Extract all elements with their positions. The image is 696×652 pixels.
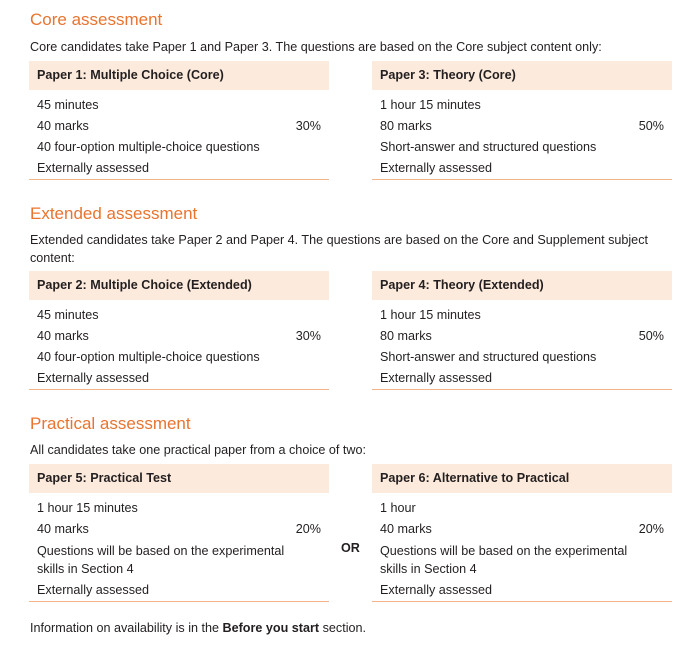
paper-marks-row — [29, 326, 329, 347]
paper-header: Paper 6: Alternative to Practical — [372, 464, 672, 493]
paper-marks: 80 marks — [380, 119, 432, 133]
section-title-practical: Practical assessment — [30, 414, 191, 433]
paper-format-line2: skills in Section 4 — [380, 562, 477, 576]
paper-format-line2: skills in Section 4 — [37, 562, 134, 576]
paper-marks-row — [29, 519, 329, 540]
paper-card-4 — [372, 271, 672, 390]
paper-format: Short-answer and structured questions — [380, 140, 597, 154]
footer-link-text: Before you start — [222, 621, 320, 635]
paper-assessed: Externally assessed — [380, 161, 492, 175]
paper-card-3 — [372, 61, 672, 180]
paper-format: 40 four-option multiple-choice questions — [37, 350, 260, 364]
paper-format — [372, 540, 672, 580]
paper-duration: 1 hour 15 minutes — [380, 98, 481, 112]
footer-text-before: Information on availability is in the — [30, 621, 223, 635]
paper-marks: 40 marks — [37, 329, 89, 343]
paper-format-line1: Questions will be based on the experimental — [380, 544, 628, 558]
paper-duration: 1 hour 15 minutes — [37, 501, 138, 515]
paper-format — [29, 540, 329, 580]
paper-weight: 20% — [295, 522, 321, 536]
paper-assessed: Externally assessed — [37, 583, 149, 597]
paper-card-5 — [29, 464, 329, 602]
paper-header: Paper 2: Multiple Choice (Extended) — [29, 271, 329, 300]
paper-header: Paper 3: Theory (Core) — [372, 61, 672, 90]
paper-weight: 20% — [638, 522, 664, 536]
paper-assessed: Externally assessed — [380, 583, 492, 597]
paper-assessed: Externally assessed — [37, 161, 149, 175]
paper-weight: 50% — [638, 119, 664, 133]
section-intro-core: Core candidates take Paper 1 and Paper 3. The questions are based on the Core subject content only: — [30, 40, 602, 54]
paper-weight: 50% — [638, 329, 664, 343]
paper-assessed: Externally assessed — [37, 371, 149, 385]
section-intro-extended: Extended candidates take Paper 2 and Paper 4. The questions are based on the Core and Supplement subject content: — [30, 233, 648, 265]
section-title-extended: Extended assessment — [30, 204, 198, 223]
paper-duration: 45 minutes — [37, 98, 99, 112]
paper-weight: 30% — [295, 119, 321, 133]
footer-note — [30, 621, 366, 635]
paper-marks: 40 marks — [37, 522, 89, 536]
paper-card-1 — [29, 61, 329, 180]
paper-marks-row — [372, 519, 672, 540]
paper-format: 40 four-option multiple-choice questions — [37, 140, 260, 154]
paper-marks: 40 marks — [380, 522, 432, 536]
paper-marks-row — [372, 116, 672, 137]
section-intro-practical: All candidates take one practical paper from a choice of two: — [30, 443, 367, 457]
paper-header: Paper 5: Practical Test — [29, 464, 329, 493]
or-label: OR — [341, 541, 360, 555]
paper-format-line1: Questions will be based on the experimental — [37, 544, 285, 558]
paper-header: Paper 4: Theory (Extended) — [372, 271, 672, 300]
paper-duration: 1 hour — [380, 501, 416, 515]
paper-duration: 1 hour 15 minutes — [380, 308, 481, 322]
paper-duration: 45 minutes — [37, 308, 99, 322]
paper-marks: 80 marks — [380, 329, 432, 343]
paper-marks: 40 marks — [37, 119, 89, 133]
paper-header: Paper 1: Multiple Choice (Core) — [29, 61, 329, 90]
paper-marks-row — [29, 116, 329, 137]
paper-card-2 — [29, 271, 329, 390]
paper-format: Short-answer and structured questions — [380, 350, 597, 364]
paper-card-6 — [372, 464, 672, 602]
paper-assessed: Externally assessed — [380, 371, 492, 385]
footer-text-after: section. — [319, 621, 366, 635]
paper-weight: 30% — [295, 329, 321, 343]
section-title-core: Core assessment — [30, 10, 163, 29]
paper-marks-row — [372, 326, 672, 347]
